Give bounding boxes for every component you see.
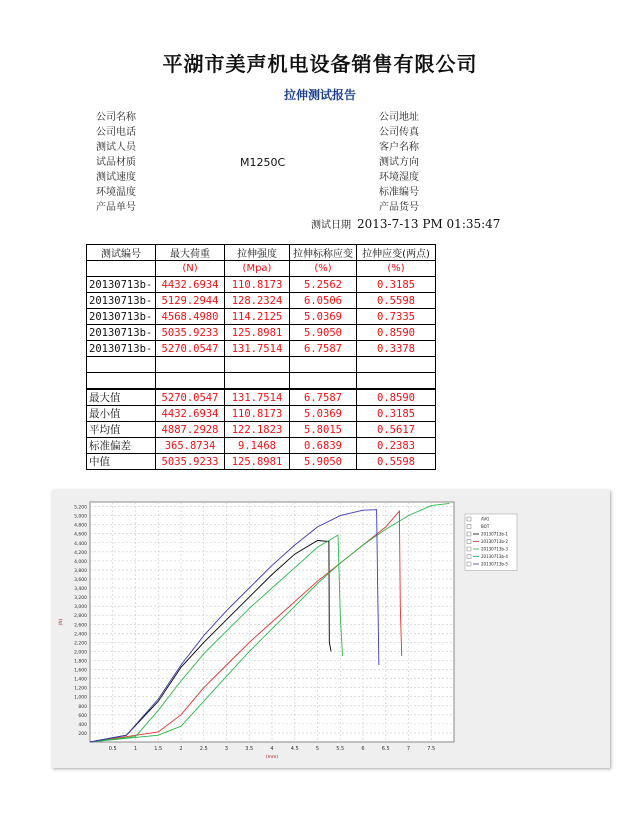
info-label-company-name: 公司名称 xyxy=(96,112,136,123)
info-label-material: 试品材质 xyxy=(96,157,136,168)
cell: 365.8734 xyxy=(156,438,225,454)
x-tick-label: 6.5 xyxy=(381,746,390,752)
cell: 5129.2944 xyxy=(156,293,225,309)
cell: 110.8173 xyxy=(225,406,290,422)
cell: 0.6839 xyxy=(290,438,357,454)
legend-label: 20130713b-5 xyxy=(481,561,508,567)
x-tick-label: 3.5 xyxy=(245,746,254,752)
y-tick-label: 2,400 xyxy=(74,632,87,638)
cell: 4432.6934 xyxy=(156,406,225,422)
cell: 0.8590 xyxy=(357,325,436,341)
legend-checkbox xyxy=(467,540,471,544)
legend-checkbox xyxy=(467,547,471,551)
cell xyxy=(156,373,225,390)
legend-label: BOT xyxy=(481,524,490,529)
cell: 122.1823 xyxy=(225,422,290,438)
x-tick-label: 7 xyxy=(406,746,411,752)
y-tick-label: 4,600 xyxy=(74,532,87,538)
cell: 5.0369 xyxy=(290,309,357,325)
y-tick-label: 4,000 xyxy=(74,559,87,565)
test-date-label: 测试日期 xyxy=(311,220,351,231)
cell: 标准偏差 xyxy=(87,438,156,454)
y-tick-label: 600 xyxy=(78,713,87,719)
cell: 131.7514 xyxy=(225,341,290,357)
report-title: 拉伸测试报告 xyxy=(283,88,356,102)
col-header: 拉伸强度 xyxy=(225,245,290,261)
cell xyxy=(357,357,436,373)
cell: 6.7587 xyxy=(290,389,357,406)
stats-row-median xyxy=(87,454,436,470)
y-tick-label: 2,200 xyxy=(74,641,87,647)
legend-label: 20130713b-3 xyxy=(481,546,508,552)
cell: 0.8590 xyxy=(357,389,436,406)
cell: 6.7587 xyxy=(290,341,357,357)
stats-row-stddev xyxy=(87,438,436,454)
col-header: 拉伸应变(两点) xyxy=(357,245,436,261)
y-tick-label: 5,200 xyxy=(74,505,87,511)
cell: 4887.2928 xyxy=(156,422,225,438)
y-tick-label: 3,200 xyxy=(74,596,87,602)
cell xyxy=(357,373,436,390)
x-tick-label: 0.5 xyxy=(108,746,117,752)
info-label-speed: 测试速度 xyxy=(96,172,136,183)
cell: 5270.0547 xyxy=(156,341,225,357)
y-tick-label: 5,000 xyxy=(74,514,87,520)
cell: 5035.9233 xyxy=(156,454,225,470)
company-title: 平湖市美声机电设备销售有限公司 xyxy=(162,52,478,76)
stats-row-max xyxy=(87,389,436,406)
info-label-company-fax: 公司传真 xyxy=(379,127,419,138)
cell: 0.3185 xyxy=(357,277,436,293)
x-axis-label: (mm) xyxy=(265,755,279,760)
y-tick-label: 2,000 xyxy=(74,650,87,656)
x-tick-label: 4.5 xyxy=(290,746,299,752)
y-axis-label: (N) xyxy=(59,618,64,626)
info-label-company-address: 公司地址 xyxy=(379,112,419,123)
y-tick-label: 3,600 xyxy=(74,577,87,583)
x-tick-label: 5.5 xyxy=(336,746,345,752)
empty-row xyxy=(87,357,436,373)
col-header: 拉伸标称应变 xyxy=(290,245,357,261)
legend-label: AVG xyxy=(481,516,490,522)
legend-checkbox xyxy=(467,532,471,536)
cell: 6.0506 xyxy=(290,293,357,309)
empty-row xyxy=(87,373,436,390)
x-tick-label: 2 xyxy=(179,746,183,752)
cell: 20130713b- xyxy=(87,309,156,325)
y-tick-label: 400 xyxy=(78,722,87,728)
x-tick-label: 3 xyxy=(224,746,229,752)
info-right-labels xyxy=(379,110,419,215)
test-date-value: 2013-7-13 PM 01:35:47 xyxy=(357,217,501,231)
cell: 5.8015 xyxy=(290,422,357,438)
cell: 0.3185 xyxy=(357,406,436,422)
info-label-customer: 客户名称 xyxy=(379,142,419,153)
cell: 128.2324 xyxy=(225,293,290,309)
col-header: 测试编号 xyxy=(87,245,156,261)
table-row xyxy=(87,309,436,325)
y-tick-label: 3,800 xyxy=(74,568,87,574)
cell xyxy=(87,357,156,373)
cell: 114.2125 xyxy=(225,309,290,325)
col-header: 最大荷重 xyxy=(156,245,225,261)
cell: 4432.6934 xyxy=(156,277,225,293)
cell xyxy=(156,357,225,373)
cell: 0.5617 xyxy=(357,422,436,438)
legend-label: 20130713b-1 xyxy=(481,531,508,537)
cell: 131.7514 xyxy=(225,389,290,406)
cell xyxy=(225,357,290,373)
y-tick-label: 4,400 xyxy=(74,541,87,547)
y-tick-label: 800 xyxy=(78,704,87,710)
unit-cell: (%) xyxy=(357,261,436,277)
cell: 125.8981 xyxy=(225,325,290,341)
cell: 0.2383 xyxy=(357,438,436,454)
cell: 平均值 xyxy=(87,422,156,438)
info-label-temperature: 环境温度 xyxy=(96,187,136,198)
y-tick-label: 4,800 xyxy=(74,523,87,529)
cell: 最小值 xyxy=(87,406,156,422)
x-tick-label: 6 xyxy=(361,746,365,752)
cell: 0.5598 xyxy=(357,454,436,470)
cell: 20130713b- xyxy=(87,293,156,309)
x-tick-label: 2.5 xyxy=(199,746,208,752)
cell: 0.3378 xyxy=(357,341,436,357)
x-tick-label: 4 xyxy=(270,746,274,752)
cell xyxy=(225,373,290,390)
table-row xyxy=(87,341,436,357)
info-label-company-phone: 公司电话 xyxy=(96,127,136,138)
cell xyxy=(87,373,156,390)
unit-cell: (Mpa) xyxy=(225,261,290,277)
cell: 20130713b- xyxy=(87,341,156,357)
force-displacement-chart xyxy=(52,490,610,768)
legend-checkbox xyxy=(467,562,471,566)
y-tick-label: 1,800 xyxy=(74,659,87,665)
legend-label: 20130713b-4 xyxy=(481,554,508,559)
legend-checkbox xyxy=(467,525,471,529)
unit-cell: (%) xyxy=(290,261,357,277)
test-date xyxy=(311,216,500,231)
y-tick-label: 3,000 xyxy=(74,605,87,611)
legend-label: 20130713b-2 xyxy=(481,539,508,544)
cell xyxy=(290,373,357,390)
cell: 5.0369 xyxy=(290,406,357,422)
stats-row-min xyxy=(87,406,436,422)
y-tick-label: 200 xyxy=(78,731,87,737)
y-tick-label: 1,600 xyxy=(74,668,87,674)
table-row xyxy=(87,325,436,341)
chart-legend xyxy=(465,514,517,571)
material-value: M1250C xyxy=(240,156,286,169)
stats-row-avg xyxy=(87,422,436,438)
cell xyxy=(290,357,357,373)
table-header-row xyxy=(87,245,436,261)
table-units-row xyxy=(87,261,436,277)
cell: 5.2562 xyxy=(290,277,357,293)
x-tick-label: 7.5 xyxy=(427,746,436,752)
cell: 20130713b- xyxy=(87,277,156,293)
cell: 20130713b- xyxy=(87,325,156,341)
y-tick-label: 1,000 xyxy=(74,695,87,701)
info-label-product-no: 产品货号 xyxy=(379,202,419,213)
cell: 5.9050 xyxy=(290,325,357,341)
y-tick-label: 1,400 xyxy=(74,677,87,683)
cell: 5035.9233 xyxy=(156,325,225,341)
unit-cell xyxy=(87,261,156,277)
y-tick-label: 1,200 xyxy=(74,686,87,692)
info-label-humidity: 环境湿度 xyxy=(379,172,419,183)
unit-cell: (N) xyxy=(156,261,225,277)
cell: 125.8981 xyxy=(225,454,290,470)
table-row xyxy=(87,293,436,309)
info-label-direction: 测试方向 xyxy=(379,157,419,168)
cell: 中值 xyxy=(87,454,156,470)
x-tick-label: 1 xyxy=(133,746,138,752)
cell: 5270.0547 xyxy=(156,389,225,406)
info-label-tester: 测试人员 xyxy=(96,142,136,153)
cell: 4568.4980 xyxy=(156,309,225,325)
legend-checkbox xyxy=(467,517,471,521)
x-tick-label: 1.5 xyxy=(154,746,163,752)
y-tick-label: 2,800 xyxy=(74,614,87,620)
x-tick-label: 5 xyxy=(315,746,320,752)
cell: 9.1468 xyxy=(225,438,290,454)
results-table xyxy=(86,244,436,470)
y-tick-label: 4,200 xyxy=(74,550,87,556)
info-left-labels xyxy=(96,110,136,215)
y-tick-label: 3,400 xyxy=(74,587,87,593)
legend-checkbox xyxy=(467,555,471,559)
cell: 110.8173 xyxy=(225,277,290,293)
cell: 0.7335 xyxy=(357,309,436,325)
cell: 最大值 xyxy=(87,389,156,406)
cell: 0.5598 xyxy=(357,293,436,309)
info-label-standard: 标准编号 xyxy=(379,187,419,198)
chart-panel xyxy=(52,490,610,768)
table-row xyxy=(87,277,436,293)
info-label-order-no: 产品单号 xyxy=(96,202,136,213)
cell: 5.9050 xyxy=(290,454,357,470)
y-tick-label: 2,600 xyxy=(74,623,87,629)
